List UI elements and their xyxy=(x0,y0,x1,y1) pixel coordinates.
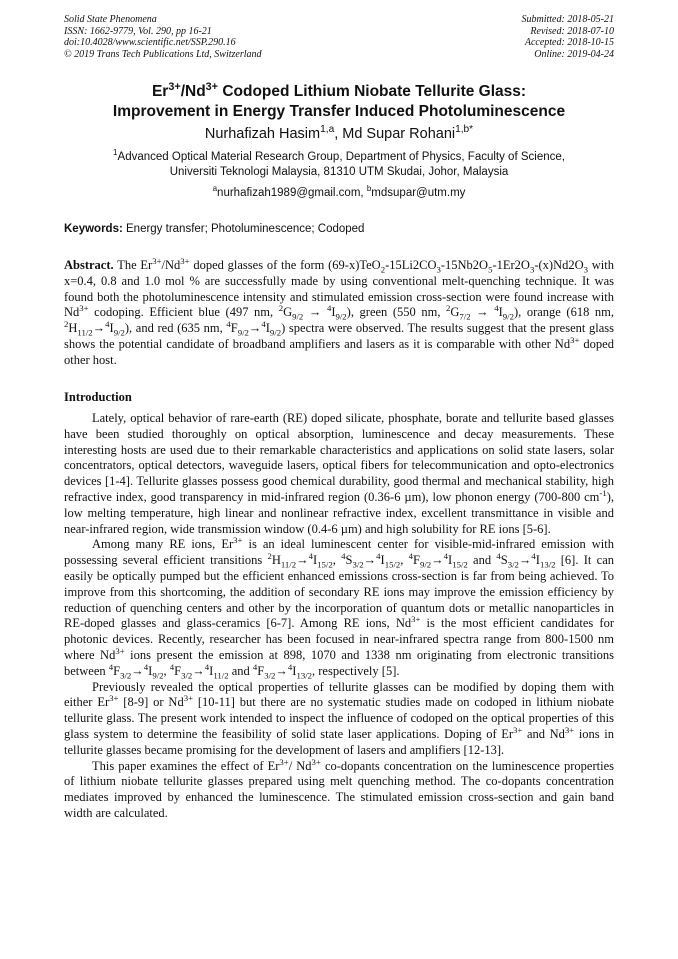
intro-paragraph: Previously revealed the optical properties of tellurite glasses can be modified by doping them with either $Er^{3+}$ [8-9] or $Nd^{3+}$ [10-11] but there are no systematic studies made on codoped in lithium niobate tellurite glass. The present work intended to inspect the influence of codoped on the optical properties of this glass system to determine the feasibility of solid state laser applications. Doping of $Er^{3+}$ and $Nd^{3+}$ ions in tellurite glasses became promising for the development of lasers and amplifiers [12-13]. xyxy=(64,679,614,757)
abstract xyxy=(64,255,615,369)
paper-title xyxy=(60,82,618,122)
copyright-line: © 2019 Trans Tech Publications Ltd, Switzerland xyxy=(64,48,262,60)
journal-name: Solid State Phenomena xyxy=(64,14,157,25)
keywords-label: Keywords: xyxy=(64,223,123,235)
keywords xyxy=(64,222,614,237)
intro-paragraph: Among many RE ions, $Er^{3+}$ is an ideal luminescent center for visible-mid-infrared emission with possessing several efficient transitions $^2H_{11/2}\to^4I_{15/2}$, $^4S_{3/2}\to^4I_{15/2}$, $^4F_{9/2}\to^4I_{15/2}$ and $^4S_{3/2}\to^4I_{13/2}$ [6]. It can easily be optically pumped but the efficient enhanced emissions cross-section is far from being achieved. To improve from this shortcoming, the addition of secondary RE ions may improve the emission efficiency by reduction of quenching centers and other by the incorporation of quantum dots or metallic nanoparticles in RE-doped glasses and glass-ceramics [6-7]. Among RE ions, $Nd^{3+}$ is the most efficient candidates for photonic devices. Recently, researcher has been focused in near-infrared spectra range from 800-1500 nm where $Nd^{3+}$ ions present the emission at 898, 1070 and 1338 nm originating from electronic transitions between $^4F_{3/2}\to^4I_{9/2}$, $^4F_{3/2}\to^4I_{11/2}$ and $^4F_{3/2}\to^4I_{13/2}$, respectively [5]. xyxy=(64,535,615,681)
submitted-date: Submitted: 2018-05-21 xyxy=(521,14,614,25)
abstract-text: The $Er^{3+}/Nd^{3+}$ doped glasses of the form $(69-x)TeO_2-15Li2CO_3-15Nb2O_5-1Er2O_3-(x)Nd2O_3$ with x=0.4, 0.8 and 1.0 mol % are successfully made by using conventional melt-quenching technique. It was found both the photoluminescence intensity and stimulated emission cross-section were found increase with $Nd^{3+}$ codoping. Efficient blue (497 nm, $^2G_{9/2} \to ^4I_{9/2}$), green (550 nm, $^2G_{7/2} \to ^4I_{9/2}$), orange (618 nm, $^2H_{11/2}\to^4I_{9/2}$), and red (635 nm, $^4F_{9/2}\to^4I_{9/2}$) spectra were observed. The results suggest that the present glass shows the potential candidate of broadband amplifiers and lasers as it is comparable with other $Nd^{3+}$ doped other host. xyxy=(64,255,615,367)
doi-line: doi:10.4028/www.scientific.net/SSP.290.16 xyxy=(64,37,236,48)
title-line-1: $Er^{3+}/Nd^{3+}$ Codoped Lithium Niobate Tellurite Glass: xyxy=(151,80,527,100)
introduction-heading: Introduction xyxy=(64,390,132,404)
intro-paragraph: Lately, optical behavior of rare-earth (RE) doped silicate, phosphate, borate and tellurite based glasses have been studied thoroughly on optical absorption, luminescence and decay measurements. These interesting hosts are used due to their remarkable characteristics and applications on solid state lasers, solar concentrators, optical detectors, waveguide lasers, optical fibers for telecommunication and opto-electronics devices [1-4]. Tellurite glasses possess good chemical durability, good thermal and mechanical stability, high refractive index, good transparency in mid-infrared region (0.36-6 µm), low phonon energy (700-800 $cm^{-1}$), low melting temperature, high linear and nonlinear refractive index, excellent transmittance in visible and near-infrared region, wide transmission window (0.4-6 µm) and high solubility for RE ions [5-6]. xyxy=(64,411,614,536)
intro-paragraph: This paper examines the effect of $Er^{3+}/$ $Nd^{3+}$ co-dopants concentration on the luminescence properties of lithium niobate tellurite glasses prepared using melt quenching method. The co-dopants concentration mediates improved by enhanced the luminescence. The stimulated emission cross-section and gain band width are calculated. xyxy=(64,756,615,820)
authors: Nurhafizah Hasim$^{1,a}$, Md Supar Rohani$^{1,b*}$ xyxy=(204,124,474,142)
accepted-date: Accepted: 2018-10-15 xyxy=(524,37,614,48)
affiliation xyxy=(60,150,618,180)
abstract-label: Abstract. xyxy=(64,258,114,272)
title-line-2: Improvement in Energy Transfer Induced Photoluminescence xyxy=(112,103,566,120)
affiliation-line-1: $^1$Advanced Optical Material Research Group, Department of Physics, Faculty of Science, xyxy=(113,148,565,163)
online-date: Online: 2019-04-24 xyxy=(534,48,614,60)
keywords-text: Energy transfer; Photoluminescence; Codoped xyxy=(126,223,365,235)
affiliation-line-2: Universiti Teknologi Malaysia, 81310 UTM Skudai, Johor, Malaysia xyxy=(169,166,509,178)
submission-dates xyxy=(522,14,615,60)
introduction-body xyxy=(64,411,614,822)
journal-info xyxy=(64,14,262,60)
revised-date: Revised: 2018-07-10 xyxy=(530,25,614,37)
author-emails: $^a$nurhafizah1989@gmail.com, $^b$mdsupar@utm.my xyxy=(212,184,466,199)
issn-line: ISSN: 1662-9779, Vol. 290, pp 16-21 xyxy=(64,25,212,37)
